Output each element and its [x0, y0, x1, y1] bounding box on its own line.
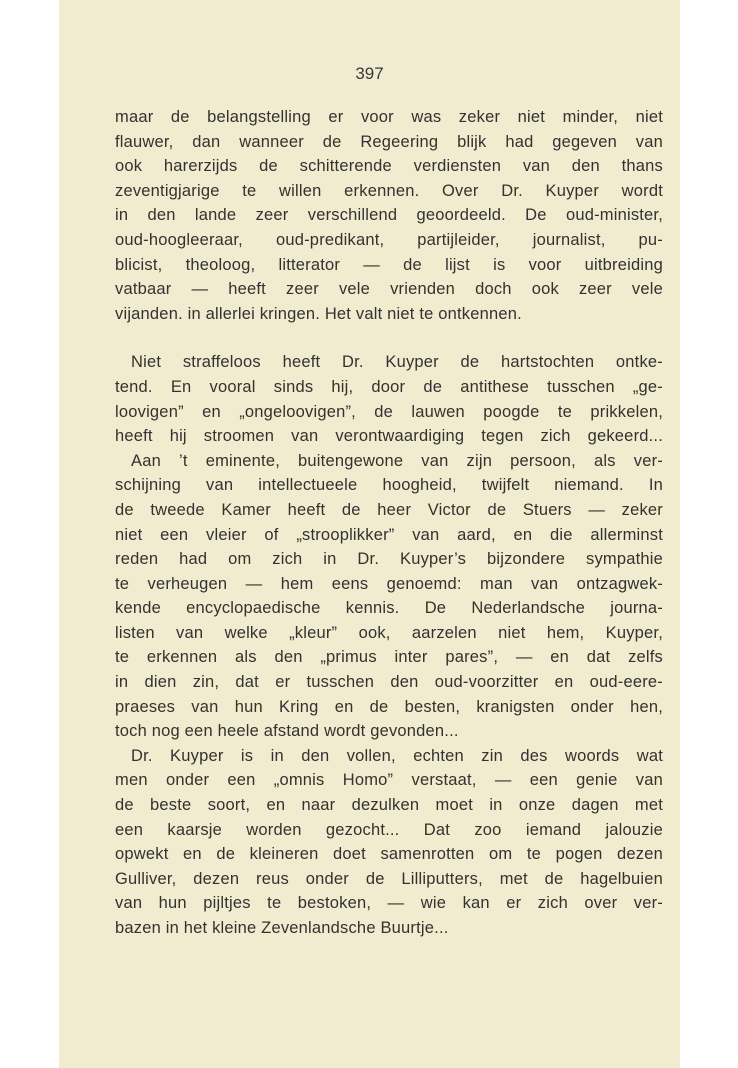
text-line: zeventigjarige te willen erkennen. Over Dr. Kuyper wordt — [115, 181, 663, 200]
text-line: flauwer, dan wanneer de Regeering blijk had gegeven van — [115, 132, 663, 151]
text-line: de beste soort, en naar dezulken moet in onze dagen met — [115, 796, 663, 815]
text-line: bazen in het kleine Zevenlandsche Buurtje... — [115, 919, 449, 937]
book-page — [59, 0, 680, 1068]
text-line: praeses van hun Kring en de besten, kranigsten onder hen, — [115, 697, 663, 716]
text-line: loovigen” en „ongeloovigen”, de lauwen poogde te prikkelen, — [115, 402, 663, 421]
text-line: van hun pijltjes te bestoken, — wie kan er zich over ver- — [115, 894, 663, 913]
text-line: tend. En vooral sinds hij, door de antithese tusschen „ge- — [115, 377, 663, 396]
paragraph-spacer — [115, 326, 663, 350]
text-line: een kaarsje worden gezocht... Dat zoo iemand jalouzie — [115, 820, 663, 839]
paragraph-4 — [115, 744, 663, 941]
text-line: de tweede Kamer heeft de heer Victor de Stuers — zeker — [115, 500, 663, 519]
text-line: Gulliver, dezen reus onder de Lilliputters, met de hagelbuien — [115, 869, 663, 888]
text-line: listen van welke „kleur” ook, aarzelen niet hem, Kuyper, — [115, 623, 663, 642]
paragraph-1 — [115, 105, 663, 326]
text-line: vatbaar — heeft zeer vele vrienden doch ook zeer vele — [115, 280, 663, 299]
text-line: niet een vleier of „strooplikker” van aard, en die allerminst — [115, 525, 663, 544]
text-line: Dr. Kuyper is in den vollen, echten zin des woords wat — [131, 746, 663, 765]
text-line: heeft hij stroomen van verontwaardiging tegen zich gekeerd... — [115, 427, 663, 446]
text-line: kende encyclopaedische kennis. De Nederlandsche journa- — [115, 599, 663, 618]
text-line: reden had om zich in Dr. Kuyper’s bijzondere sympathie — [115, 550, 663, 569]
text-line: in den lande zeer verschillend geoordeeld. De oud-minister, — [115, 206, 663, 225]
text-line: oud-hoogleeraar, oud-predikant, partijleider, journalist, pu- — [115, 230, 663, 249]
text-line: Niet straffeloos heeft Dr. Kuyper de hartstochten ontke- — [131, 353, 663, 372]
text-line: opwekt en de kleineren doet samenrotten om te pogen dezen — [115, 845, 663, 864]
text-line: maar de belangstelling er voor was zeker niet minder, niet — [115, 108, 663, 126]
page-number: 397 — [355, 64, 384, 83]
text-line: te verheugen — hem eens genoemd: man van ontzagwek- — [115, 574, 663, 593]
text-line: ook harerzijds de schitterende verdiensten van den thans — [115, 157, 663, 176]
paragraph-2 — [115, 350, 663, 448]
text-line: vijanden. in allerlei kringen. Het valt niet te ontkennen. — [115, 304, 522, 323]
text-line: te erkennen als den „primus inter pares”, — en dat zelfs — [115, 648, 663, 667]
text-line: in dien zin, dat er tusschen den oud-voorzitter en oud-eere- — [115, 673, 663, 692]
text-line: blicist, theoloog, litterator — de lijst is voor uitbreiding — [115, 255, 663, 274]
text-line: schijning van intellectueele hoogheid, twijfelt niemand. In — [115, 476, 663, 495]
paragraph-3 — [115, 449, 663, 744]
text-line: men onder een „omnis Homo” verstaat, — een genie van — [115, 771, 663, 790]
text-line: toch nog een heele afstand wordt gevonden... — [115, 722, 459, 741]
text-line: Aan ’t eminente, buitengewone van zijn persoon, als ver- — [131, 451, 663, 470]
body-text — [115, 105, 663, 941]
